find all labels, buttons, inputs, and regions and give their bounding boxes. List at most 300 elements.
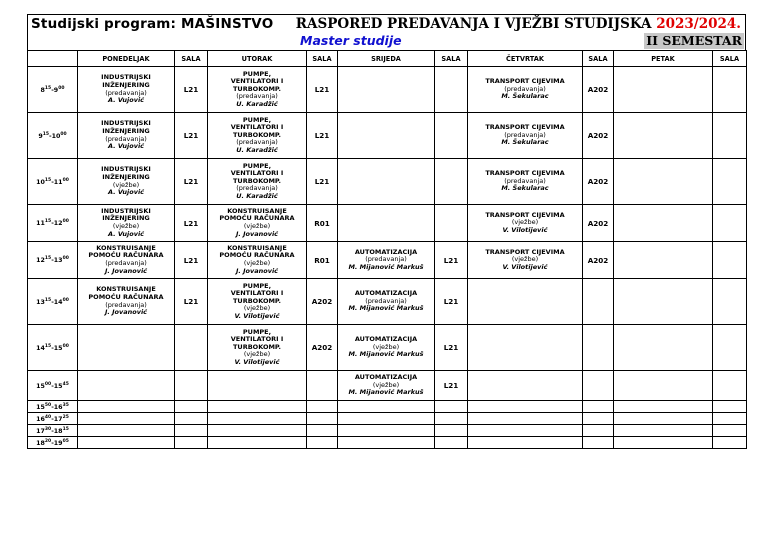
time-part-m1: 15 [44, 343, 52, 349]
course-entry [468, 212, 582, 235]
room-cell [713, 371, 747, 401]
course-title: PUMPE, [242, 281, 272, 290]
table-row [28, 67, 747, 113]
time-part-m2: 00 [62, 343, 69, 349]
room-cell [307, 437, 338, 449]
table-row [28, 401, 747, 413]
room-cell [713, 425, 747, 437]
course-entry [208, 283, 306, 321]
course-cell [208, 113, 307, 159]
course-cell [468, 159, 583, 205]
time-slot [28, 242, 78, 279]
room-cell [713, 67, 747, 113]
course-type: (vježbe) [372, 380, 400, 389]
course-type: (predavanja) [236, 138, 278, 147]
course-cell [208, 205, 307, 242]
time-part-h1: 9 [38, 132, 43, 140]
course-title: TURBOKOMP. [233, 342, 281, 351]
course-type: (vježbe) [112, 222, 140, 230]
course-type: (predavanja) [504, 84, 546, 93]
time-part-m2: 35 [62, 402, 69, 408]
course-title: INŽENJERING [102, 126, 150, 135]
time-part-h1: 18 [36, 439, 45, 447]
time-part-m1: 15 [44, 85, 52, 91]
course-title: INDUSTRIJSKI [101, 206, 151, 215]
empty-cell [78, 325, 175, 371]
course-type: (vježbe) [511, 255, 539, 264]
course-entry [208, 163, 306, 201]
course-title: TRANSPORT CIJEVIMA [485, 247, 565, 256]
course-type: (vježbe) [243, 304, 271, 313]
course-title: POMOĆU RAČUNARA [219, 214, 295, 223]
room-cell [435, 205, 468, 242]
empty-cell [208, 425, 307, 437]
time-part-m1: 00 [44, 381, 52, 387]
table-row [28, 325, 747, 371]
room-cell: L21 [175, 242, 208, 279]
course-entry [468, 78, 582, 101]
column-header: PONEDELJAK [78, 51, 175, 67]
time-part-m1: 15 [42, 131, 49, 137]
time-part-h1: 17 [36, 427, 45, 435]
time-part-h2: -13 [51, 257, 63, 264]
table-row [28, 242, 747, 279]
empty-cell [614, 413, 713, 425]
room-cell [713, 401, 747, 413]
course-cell [78, 113, 175, 159]
room-cell [435, 437, 468, 449]
course-title: PUMPE, [242, 69, 272, 78]
course-entry [468, 170, 582, 193]
time-slot [28, 371, 78, 401]
course-entry [208, 117, 306, 155]
course-cell [78, 242, 175, 279]
room-cell [713, 279, 747, 325]
room-cell [175, 413, 208, 425]
room-cell: L21 [175, 159, 208, 205]
course-title: TRANSPORT CIJEVIMA [485, 77, 565, 86]
semester-label: II SEMESTAR [646, 33, 742, 48]
room-cell [435, 113, 468, 159]
program-name: Studijski program: MAŠINSTVO [31, 16, 274, 32]
time-part-h1: 15 [36, 403, 45, 411]
empty-cell [614, 67, 713, 113]
course-cell [338, 242, 435, 279]
course-type: (predavanja) [365, 255, 407, 264]
time-part-m1: 15 [44, 177, 52, 183]
time-slot [28, 113, 78, 159]
room-cell: L21 [175, 205, 208, 242]
course-entry [468, 249, 582, 272]
course-teacher: U. Karadžić [236, 99, 278, 108]
course-teacher: A. Vujović [107, 142, 145, 151]
room-cell: L21 [307, 159, 338, 205]
room-cell: L21 [175, 113, 208, 159]
empty-cell [614, 425, 713, 437]
room-cell: R01 [307, 205, 338, 242]
course-title: INŽENJERING [102, 80, 150, 89]
course-entry [78, 120, 174, 150]
course-title: KONSTRUISANJE [96, 243, 156, 252]
course-entry [78, 245, 174, 275]
column-header: PETAK [614, 51, 713, 67]
empty-cell [614, 325, 713, 371]
course-title: TURBOKOMP. [233, 176, 281, 185]
room-cell [583, 371, 614, 401]
room-cell [307, 401, 338, 413]
column-header: SALA [583, 51, 614, 67]
column-header: SALA [175, 51, 208, 67]
course-entry [338, 290, 434, 313]
empty-cell [468, 325, 583, 371]
course-teacher: J. Jovanović [104, 308, 148, 317]
course-title: INŽENJERING [102, 172, 150, 181]
table-row [28, 371, 747, 401]
course-entry [468, 124, 582, 147]
time-part-m2: 00 [62, 219, 69, 224]
time-part-h2: -16 [51, 403, 63, 411]
time-part-h2: -14 [51, 298, 63, 306]
time-part-m1: 20 [44, 438, 52, 444]
time-part-h1: 14 [36, 344, 45, 352]
empty-cell [78, 371, 175, 401]
course-entry [78, 166, 174, 196]
time-part-m2: 00 [62, 256, 69, 261]
room-cell [583, 425, 614, 437]
course-type: (predavanja) [105, 134, 147, 143]
time-part-h1: 13 [36, 298, 45, 306]
course-title: VENTILATORI I [230, 289, 284, 298]
time-part-m1: 40 [44, 414, 52, 420]
time-part-h2: -15 [51, 382, 63, 390]
schedule-title [296, 16, 741, 32]
course-teacher: M. Mijanović Markuš [348, 304, 424, 313]
empty-cell [614, 371, 713, 401]
course-entry [208, 329, 306, 367]
course-title: KONSTRUISANJE [227, 206, 287, 215]
table-row [28, 205, 747, 242]
course-entry [338, 249, 434, 272]
time-slot [28, 67, 78, 113]
time-part-m1: 50 [44, 402, 52, 408]
course-teacher: U. Karadžić [236, 145, 278, 154]
column-header: SALA [307, 51, 338, 67]
room-cell [307, 371, 338, 401]
course-cell [78, 67, 175, 113]
empty-cell [78, 413, 175, 425]
room-cell [713, 437, 747, 449]
course-title: TURBOKOMP. [233, 84, 281, 93]
room-cell [713, 413, 747, 425]
empty-cell [338, 159, 435, 205]
room-cell: A202 [583, 205, 614, 242]
time-part-h2: -11 [51, 178, 63, 186]
course-title: TURBOKOMP. [233, 296, 281, 305]
academic-year: 2023/2024. [656, 16, 741, 32]
time-part-m1: 15 [44, 256, 52, 261]
time-part-m2: 45 [62, 381, 69, 387]
room-cell: L21 [435, 279, 468, 325]
room-cell: A202 [583, 242, 614, 279]
room-cell: A202 [583, 159, 614, 205]
course-type: (vježbe) [112, 180, 140, 189]
schedule-title-text: RASPORED PREDAVANJA I VJEŽBI STUDIJSKA [295, 16, 657, 32]
room-cell [435, 401, 468, 413]
course-cell [468, 113, 583, 159]
course-title: PUMPE, [242, 115, 272, 124]
table-row [28, 113, 747, 159]
room-cell [713, 242, 747, 279]
course-entry [338, 374, 434, 397]
time-slot [28, 437, 78, 449]
course-title: INDUSTRIJSKI [101, 119, 151, 128]
room-cell [175, 437, 208, 449]
room-cell [583, 325, 614, 371]
table-row [28, 279, 747, 325]
time-part-m2: 00 [62, 177, 69, 183]
course-teacher: J. Jovanović [235, 266, 279, 275]
column-header: SALA [435, 51, 468, 67]
schedule-header [27, 14, 746, 50]
course-type: (predavanja) [236, 92, 278, 101]
course-title: PUMPE, [242, 327, 272, 336]
course-title: AUTOMATIZACIJA [354, 247, 418, 256]
time-part-m2: 25 [62, 414, 69, 420]
empty-cell [208, 413, 307, 425]
course-cell [468, 242, 583, 279]
course-title: INŽENJERING [102, 214, 150, 223]
time-part-m2: 00 [60, 131, 67, 137]
course-teacher: M. Mijanović Markuš [348, 262, 424, 271]
room-cell: A202 [583, 113, 614, 159]
room-cell: A202 [307, 325, 338, 371]
course-teacher: M. Mijanović Markuš [348, 350, 424, 359]
course-cell [468, 67, 583, 113]
course-cell [338, 371, 435, 401]
course-cell [208, 159, 307, 205]
course-teacher: J. Jovanović [235, 229, 279, 238]
room-cell [583, 437, 614, 449]
room-cell [713, 325, 747, 371]
course-entry [208, 245, 306, 275]
course-teacher: A. Vujović [107, 96, 145, 105]
time-part-m1: 15 [44, 297, 52, 303]
column-header: ČETVRTAK [468, 51, 583, 67]
column-header-time [28, 51, 78, 67]
course-type: (predavanja) [365, 296, 407, 305]
time-slot [28, 401, 78, 413]
course-type: (vježbe) [243, 350, 271, 359]
empty-cell [614, 113, 713, 159]
room-cell: L21 [435, 325, 468, 371]
course-title: VENTILATORI I [230, 335, 284, 344]
time-part-h2: -17 [51, 415, 63, 423]
course-title: AUTOMATIZACIJA [354, 373, 418, 382]
course-title: AUTOMATIZACIJA [354, 289, 418, 298]
course-teacher: V. Vilotijević [502, 262, 548, 271]
empty-cell [338, 67, 435, 113]
room-cell: L21 [435, 371, 468, 401]
room-cell [713, 113, 747, 159]
room-cell: L21 [435, 242, 468, 279]
table-row [28, 437, 747, 449]
time-part-h2: -18 [51, 427, 63, 435]
time-part-h1: 11 [36, 220, 45, 227]
course-title: VENTILATORI I [230, 77, 284, 86]
course-title: KONSTRUISANJE [227, 243, 287, 252]
time-part-h2: -15 [51, 344, 63, 352]
course-cell [78, 279, 175, 325]
empty-cell [468, 279, 583, 325]
empty-cell [614, 205, 713, 242]
column-header-row [28, 51, 747, 67]
course-teacher: A. Vujović [107, 188, 145, 197]
course-entry [78, 286, 174, 316]
course-title: POMOĆU RAČUNARA [88, 292, 164, 301]
course-title: KONSTRUISANJE [96, 285, 156, 294]
course-title: POMOĆU RAČUNARA [219, 251, 295, 260]
room-cell [435, 159, 468, 205]
empty-cell [208, 437, 307, 449]
room-cell [713, 159, 747, 205]
course-cell [338, 325, 435, 371]
empty-cell [468, 425, 583, 437]
empty-cell [78, 401, 175, 413]
time-part-h1: 16 [36, 415, 45, 423]
time-part-m2: 00 [58, 85, 65, 91]
course-cell [208, 325, 307, 371]
time-part-h1: 10 [36, 178, 45, 186]
course-title: AUTOMATIZACIJA [354, 335, 418, 344]
course-teacher: M. Šekularac [501, 138, 549, 147]
course-cell [338, 279, 435, 325]
empty-cell [338, 425, 435, 437]
course-entry [208, 208, 306, 238]
course-title: VENTILATORI I [230, 123, 284, 132]
room-cell [175, 325, 208, 371]
course-cell [208, 242, 307, 279]
room-cell [583, 279, 614, 325]
room-cell: A202 [583, 67, 614, 113]
course-type: (predavanja) [504, 176, 546, 185]
schedule-body [28, 67, 747, 449]
empty-cell [614, 279, 713, 325]
column-header: SRIJEDA [338, 51, 435, 67]
study-level: Master studije [300, 33, 402, 48]
course-type: (vježbe) [243, 259, 271, 267]
schedule-sheet [27, 14, 746, 449]
room-cell [435, 413, 468, 425]
time-part-m2: 05 [62, 438, 69, 444]
time-slot [28, 205, 78, 242]
column-header: SALA [713, 51, 747, 67]
course-entry [338, 336, 434, 359]
room-cell [307, 425, 338, 437]
course-type: (vježbe) [243, 222, 271, 230]
course-type: (predavanja) [105, 88, 147, 97]
empty-cell [78, 437, 175, 449]
course-title: INDUSTRIJSKI [101, 73, 151, 82]
course-title: TRANSPORT CIJEVIMA [485, 210, 565, 219]
course-type: (predavanja) [105, 259, 147, 267]
column-header: UTORAK [208, 51, 307, 67]
time-part-m1: 30 [44, 426, 52, 432]
course-title: PUMPE, [242, 161, 272, 170]
room-cell [175, 371, 208, 401]
empty-cell [614, 159, 713, 205]
empty-cell [338, 413, 435, 425]
schedule-table [27, 50, 747, 449]
empty-cell [208, 371, 307, 401]
room-cell [175, 425, 208, 437]
empty-cell [614, 401, 713, 413]
time-part-m1: 15 [44, 219, 52, 224]
room-cell: R01 [307, 242, 338, 279]
time-slot [28, 413, 78, 425]
course-type: (vježbe) [372, 342, 400, 351]
course-title: TRANSPORT CIJEVIMA [485, 169, 565, 178]
empty-cell [78, 425, 175, 437]
course-cell [78, 205, 175, 242]
time-part-h2: -19 [51, 439, 63, 447]
course-cell [208, 67, 307, 113]
room-cell: L21 [307, 113, 338, 159]
course-cell [78, 159, 175, 205]
room-cell [583, 401, 614, 413]
course-type: (predavanja) [504, 130, 546, 139]
empty-cell [614, 437, 713, 449]
course-title: TURBOKOMP. [233, 130, 281, 139]
empty-cell [468, 371, 583, 401]
course-cell [208, 279, 307, 325]
room-cell [435, 67, 468, 113]
course-title: INDUSTRIJSKI [101, 165, 151, 174]
room-cell [307, 413, 338, 425]
time-slot [28, 279, 78, 325]
course-entry [208, 71, 306, 109]
course-teacher: M. Šekularac [501, 92, 549, 101]
time-part-m2: 15 [62, 426, 69, 432]
course-type: (predavanja) [236, 184, 278, 193]
time-part-h1: 8 [40, 86, 45, 94]
empty-cell [468, 437, 583, 449]
course-teacher: U. Karadžić [236, 191, 278, 200]
course-teacher: V. Vilotijević [234, 357, 280, 366]
course-teacher: M. Šekularac [501, 184, 549, 193]
course-title: POMOĆU RAČUNARA [88, 251, 164, 260]
room-cell: L21 [175, 67, 208, 113]
empty-cell [338, 401, 435, 413]
time-part-h2: -10 [49, 132, 61, 140]
table-row [28, 159, 747, 205]
time-slot [28, 325, 78, 371]
room-cell [583, 413, 614, 425]
course-entry [78, 74, 174, 104]
course-title: VENTILATORI I [230, 169, 284, 178]
time-slot [28, 159, 78, 205]
room-cell [713, 205, 747, 242]
room-cell [175, 401, 208, 413]
room-cell: L21 [175, 279, 208, 325]
room-cell: L21 [307, 67, 338, 113]
empty-cell [338, 113, 435, 159]
time-part-m2: 00 [62, 297, 69, 303]
table-row [28, 413, 747, 425]
empty-cell [614, 242, 713, 279]
course-entry [78, 208, 174, 238]
empty-cell [208, 401, 307, 413]
room-cell: A202 [307, 279, 338, 325]
